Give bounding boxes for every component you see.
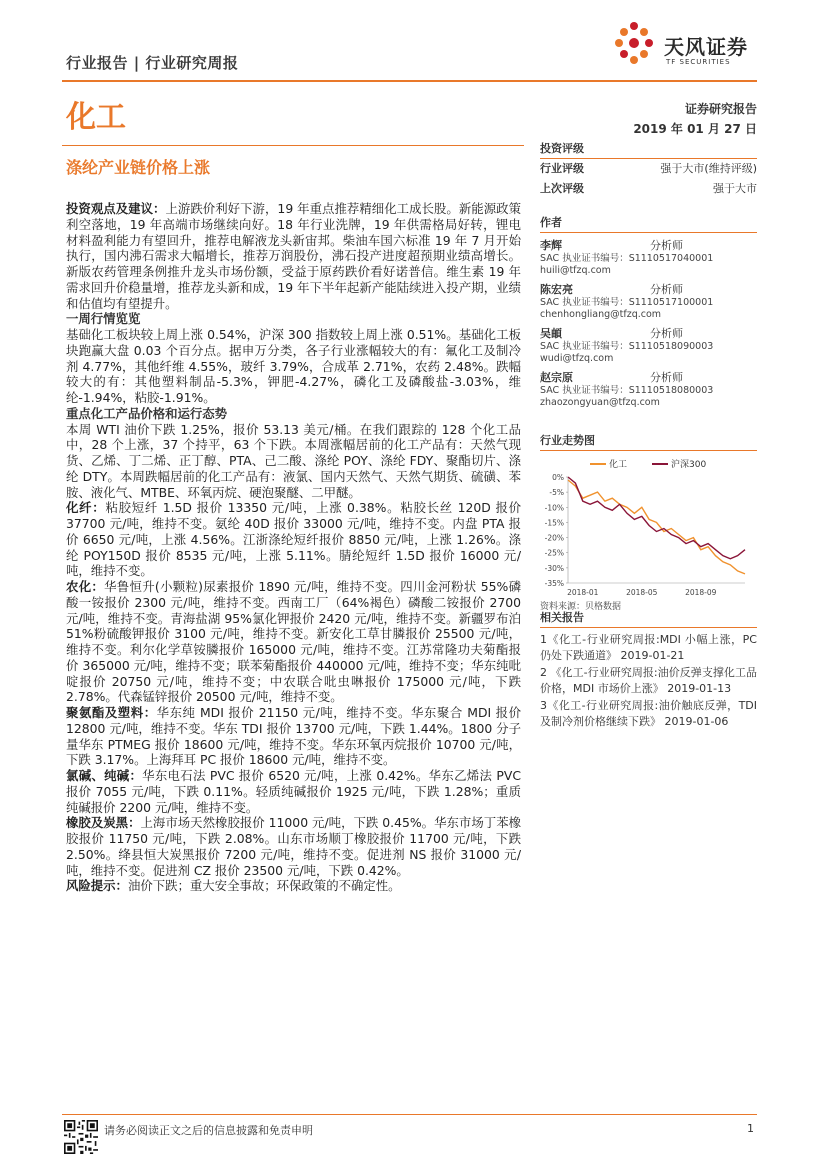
paragraph-lead: 农化： [66, 579, 105, 594]
rating-label: 行业评级 [540, 162, 584, 175]
author-cert: SAC 执业证书编号：S1110518090003 [540, 341, 714, 352]
related-report-link[interactable]: 3《化工-行业研究周报:油价触底反弹，TDI 及制冷剂价格继续下跌》 2019-01-06 [540, 699, 757, 728]
author-role: 分析师 [650, 239, 683, 252]
chart-source: 资料来源：贝格数据 [540, 602, 622, 612]
paragraph-lead: 氯碱、纯碱： [66, 768, 143, 783]
footer-divider [62, 1114, 757, 1115]
main-body [66, 201, 521, 894]
report-type: 行业报告 | 行业研究周报 [66, 54, 239, 72]
rating-label: 上次评级 [540, 182, 584, 195]
brand-logo-icon [610, 20, 658, 68]
paragraph-risk [66, 878, 521, 894]
paragraph-lead: 化纤： [66, 500, 106, 516]
legend-label: 化工 [609, 460, 628, 470]
rating-row [540, 179, 757, 199]
rating-row [540, 159, 757, 179]
series-line [568, 480, 745, 574]
x-tick-label: 2018-01 [567, 588, 599, 597]
y-tick-label: -10% [544, 503, 564, 513]
paragraph-text: 上游跌价利好下游，19 年重点推荐精细化工成长股。新能源政策利空落地，19 年高端市场继续向好。18 年行业洗牌，19 年供需格局好转，锂电材料盈利能力有望回升，推荐电解液龙头新宙邦。柴油车国六标准 19 年 7 月开始执行，国内沸石需求大幅增长，推荐万润股份，沸石投产进度超预期业绩高增长。新版农药管理条例推升龙头市场份额，受益于原药跌价看好诺普信。维生素 19 年需求回升价稳量增，推荐龙头新和成，19 年下半年起新产能陆续进入投产期，业绩和估值均有望提升。 [66, 201, 521, 311]
paragraph-agrochem [66, 579, 521, 705]
chart-panel [540, 432, 757, 612]
author-name: 陈宏亮 [540, 283, 573, 296]
rating-panel [540, 140, 757, 199]
y-tick-label: -15% [544, 518, 564, 528]
paragraph-lead: 橡胶及炭黑： [66, 815, 141, 831]
author-card [540, 283, 757, 321]
rating-value: 强于大市 [713, 182, 757, 195]
legend-label: 沪深300 [671, 460, 707, 470]
qr-code-icon [64, 1120, 98, 1154]
paragraph-text: 华东电石法 PVC 报价 6520 元/吨，上涨 0.42%。华东乙烯法 PVC 报价 7055 元/吨，下跌 0.11%。轻质纯碱报价 1925 元/吨，下跌 1.28%；重质纯碱报价 2200 元/吨，维持不变。 [66, 768, 522, 815]
rating-value: 强于大市(维持评级) [660, 162, 757, 175]
y-tick-label: -35% [544, 579, 564, 588]
paragraph-chlor-alkali [66, 768, 521, 815]
author-role: 分析师 [650, 283, 683, 296]
paragraph-weekly-market: 基础化工板块较上周上涨 0.54%，沪深 300 指数较上周上涨 0.51%。基础化工板块跑赢大盘 0.03 个百分点。据申万分类，各子行业涨幅较大的有：氟化工及制冷剂 4.77%，其他纤维 4.55%，玻纤 3.79%，合成革 2.71%，农药 2.48%。跌幅较大的有：其他塑料制品-5.3%，钾肥-4.27%，磷化工及磷酸盐-3.03%，维纶-1.94%，粘胶-1.91%。 [66, 327, 521, 405]
paragraph-lead: 聚氨酯及塑料： [66, 705, 157, 720]
related-title: 相关报告 [540, 609, 757, 628]
related-list [540, 632, 757, 729]
series-line [568, 477, 745, 559]
industry-trend-chart [540, 455, 757, 597]
related-panel [540, 609, 757, 731]
paragraph-text: 粘胶短纤 1.5D 报价 13350 元/吨，上涨 0.38%。粘胶长丝 120D 报价 37700 元/吨，维持不变。氨纶 40D 报价 33000 元/吨，维持不变。内盘 PTA 报价 6650 元/吨，上涨 4.56%。江浙涤纶短纤报价 8850 元/吨，上涨 1.26%。涤纶 POY150D 报价 8535 元/吨，上涨 5.11%。腈纶短纤 1.5D 报价 16000 元/吨，维持不变。 [66, 500, 521, 579]
title-divider [62, 145, 524, 146]
author-email[interactable]: huili@tfzq.com [540, 265, 611, 276]
paragraph-lead: 风险提示： [66, 878, 128, 894]
y-tick-label: -20% [544, 533, 564, 543]
footer-disclaimer: 请务必阅读正文之后的信息披露和免责申明 [104, 1124, 313, 1137]
author-role: 分析师 [650, 371, 683, 384]
report-kind: 证券研究报告 [684, 102, 757, 116]
authors-panel [540, 214, 757, 415]
author-card [540, 371, 757, 409]
author-cert: SAC 执业证书编号：S1110517040001 [540, 253, 714, 264]
paragraph-polyurethane [66, 705, 521, 768]
author-name: 赵宗原 [540, 371, 573, 384]
paragraph-text: 油价下跌；重大安全事故；环保政策的不确定性。 [127, 878, 401, 894]
author-email[interactable]: zhaozongyuan@tfzq.com [540, 397, 660, 408]
author-name: 李辉 [540, 239, 562, 252]
author-cert: SAC 执业证书编号：S1110518080003 [540, 385, 714, 396]
section-heading-product-prices: 重点化工产品价格和运行态势 [66, 405, 228, 421]
y-tick-label: -5% [549, 488, 564, 498]
brand-name: 天风证券 [664, 35, 748, 59]
paragraph-lead: 投资观点及建议： [66, 201, 166, 216]
author-email[interactable]: chenhongliang@tfzq.com [540, 309, 662, 320]
author-card [540, 327, 757, 365]
related-report-link[interactable]: 1《化工-行业研究周报:MDI 小幅上涨，PC 仍处下跌通道》 2019-01-21 [540, 633, 757, 662]
report-headline: 涤纶产业链价格上涨 [66, 158, 211, 177]
paragraph-rubber [66, 815, 521, 878]
paragraph-product-prices: 本周 WTI 油价下跌 1.25%，报价 53.13 美元/桶。在我们跟踪的 128 个化工品中，28 个上涨，37 个持平，63 个下跌。本周涨幅居前的化工产品有：天然气现货、乙烯、丁二烯、正丁醇、PTA、己二酸、涤纶 POY、涤纶 FDY、聚酯切片、涤纶 DTY。本周跌幅居前的化工产品有：液氯、国内天然气、天然气期货、硫磺、苯胺、液化气、MTBE、环氧丙烷、硬泡聚醚、二甲醚。 [66, 421, 521, 500]
page-number: 1 [747, 1122, 754, 1135]
y-tick-label: -25% [544, 548, 564, 558]
paragraph-investment-view [66, 201, 521, 311]
paragraph-text: 上海市场天然橡胶报价 11000 元/吨，下跌 0.45%。华东市场丁苯橡胶报价 11750 元/吨，下跌 2.08%。山东市场顺丁橡胶报价 11700 元/吨，下跌 2.50%。绛县恒大炭黑报价 7200 元/吨，维持不变。促进剂 NS 报价 31000 元/吨，维持不变。促进剂 CZ 报价 23500 元/吨，下跌 0.42%。 [66, 815, 521, 878]
paragraph-text: 华东纯 MDI 报价 21150 元/吨，维持不变。华东聚合 MDI 报价 12800 元/吨，维持不变。华东 TDI 报价 13700 元/吨，下跌 1.44%。1800 分子量华东 PTMEG 报价 18600 元/吨，维持不变。华东环氧丙烷报价 10700 元/吨，下跌 3.17%。上海拜耳 PC 报价 18600 元/吨，维持不变。 [66, 705, 521, 768]
paragraph-text: 华鲁恒升(小颗粒)尿素报价 1890 元/吨，维持不变。四川金河粉状 55%磷酸一铵报价 2300 元/吨，维持不变。西南工厂（64%褐色）磷酸二铵报价 2700 元/吨，维持不变。青海盐湖 95%氯化钾报价 2420 元/吨，维持不变。新疆罗布泊 51%粉硫酸钾报价 3100 元/吨，维持不变。新安化工草甘膦报价 25500 元/吨，维持不变。利尔化学草铵膦报价 165000 元/吨，维持不变。江苏常隆功夫菊酯报价 365000 元/吨，维持不变；联苯菊酯报价 440000 元/吨，维持不变；华东纯吡啶报价 20750 元/吨，维持不变；中农联合吡虫啉报价 175000 元/吨，下跌 2.78%。代森锰锌报价 20500 元/吨，维持不变。 [66, 579, 521, 705]
sector-title: 化工 [66, 100, 126, 135]
section-heading-weekly-market: 一周行情览览 [66, 311, 141, 327]
author-card [540, 239, 757, 277]
author-name: 吴頔 [540, 327, 562, 340]
y-tick-label: 0% [552, 473, 564, 482]
author-role: 分析师 [650, 327, 683, 340]
paragraph-fiber [66, 500, 521, 579]
related-report-link[interactable]: 2 《化工-行业研究周报:油价反弹支撑化工品价格，MDI 市场价上涨》 2019-01-13 [540, 666, 757, 695]
rating-title: 投资评级 [540, 140, 757, 159]
chart-title: 行业走势图 [540, 432, 757, 451]
report-date: 2019 年 01 月 27 日 [633, 122, 757, 136]
x-tick-label: 2018-05 [626, 588, 658, 597]
header-divider [62, 80, 757, 82]
author-email[interactable]: wudi@tfzq.com [540, 353, 614, 364]
authors-title: 作者 [540, 214, 757, 233]
author-cert: SAC 执业证书编号：S1110517100001 [540, 297, 714, 308]
x-tick-label: 2018-09 [685, 588, 717, 597]
y-tick-label: -30% [544, 563, 564, 573]
brand-name-en: TF SECURITIES [666, 58, 731, 66]
